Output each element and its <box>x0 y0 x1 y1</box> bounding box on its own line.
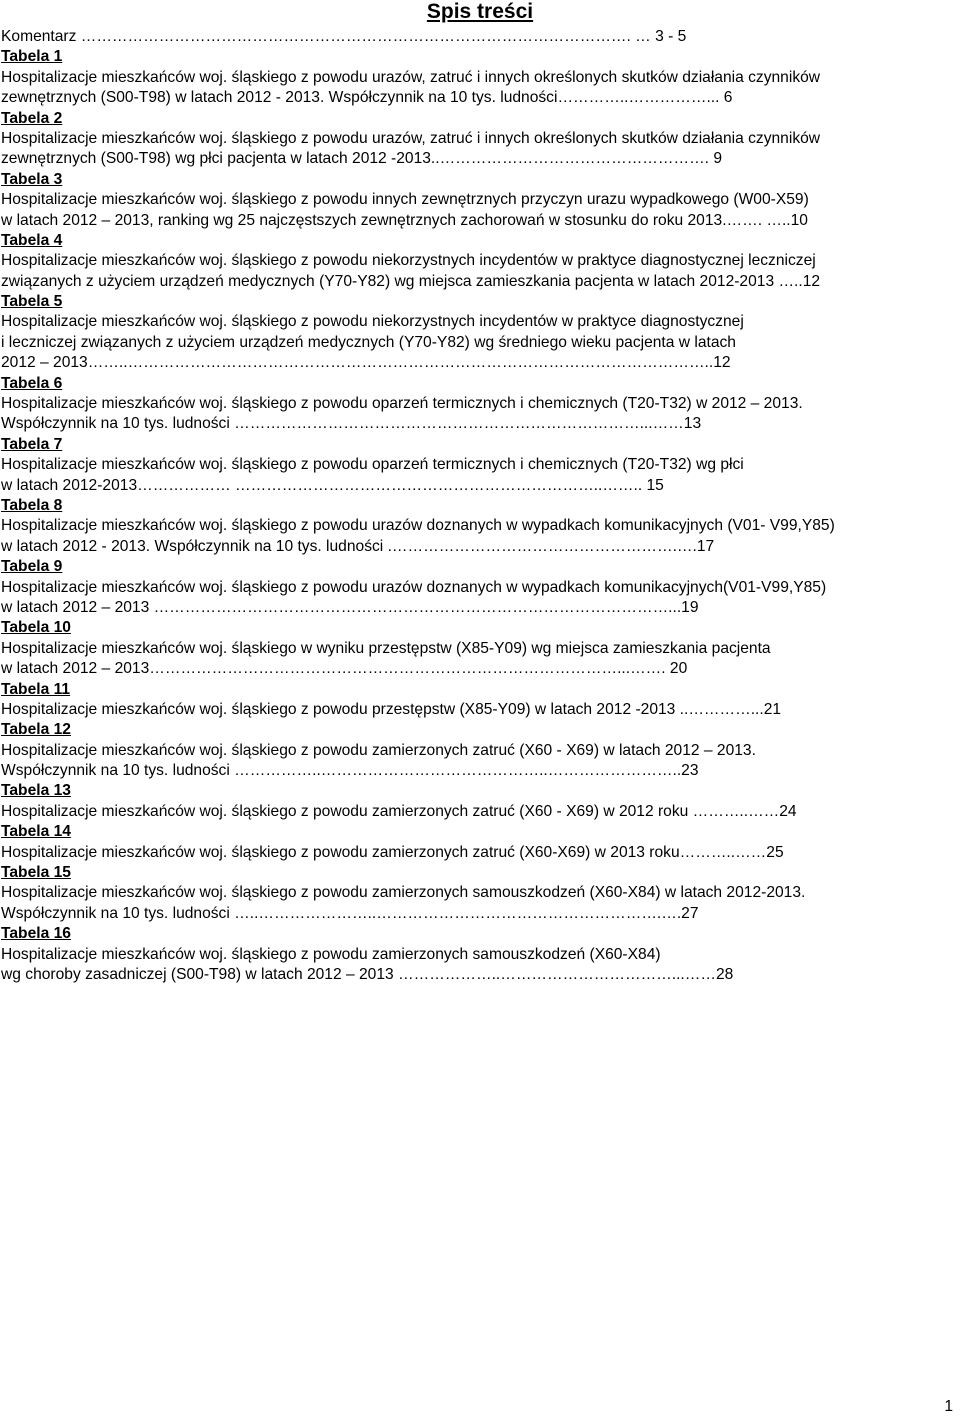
toc-entry-text: Hospitalizacje mieszkańców woj. śląskiego z powodu niekorzystnych incydentów w praktyce diagnostycznej <box>1 313 744 331</box>
toc-entry-text: Hospitalizacje mieszkańców woj. śląskiego z powodu urazów, zatruć i innych określonych skutków działania czynników <box>1 129 821 147</box>
toc-entry-text: Hospitalizacje mieszkańców woj. śląskiego z powodu zamierzonych zatruć (X60 - X69) w latach 2012 – 2013. <box>1 741 756 759</box>
toc-table-label[interactable]: Tabela 3 <box>1 170 63 188</box>
page-title: Spis treści <box>426 0 534 23</box>
toc-table-label[interactable]: Tabela 16 <box>1 925 71 943</box>
toc-entry-text: związanych z użyciem urządzeń medycznych (Y70-Y82) wg miejsca zamieszkania pacjenta w latach 2012-2013 …..12 <box>1 272 821 290</box>
toc-entry-text: Hospitalizacje mieszkańców woj. śląskiego z powodu zamierzonych samouszkodzeń (X60-X84) <box>1 945 661 963</box>
toc-entry-text: Hospitalizacje mieszkańców woj. śląskiego z powodu oparzeń termicznych i chemicznych (T20-T32) w 2012 – 2013. <box>1 395 803 413</box>
toc-entry-text: Hospitalizacje mieszkańców woj. śląskiego z powodu urazów doznanych w wypadkach komunikacyjnych (V01- V99,Y85) <box>1 517 835 535</box>
toc-table-label[interactable]: Tabela 1 <box>1 48 63 66</box>
toc-table-label[interactable]: Tabela 13 <box>1 782 71 800</box>
toc-table-label[interactable]: Tabela 11 <box>1 680 71 698</box>
toc-entry-text: Hospitalizacje mieszkańców woj. śląskiego z powodu zamierzonych zatruć (X60-X69) w 2013 roku………..……25 <box>1 843 784 861</box>
toc-entry-text: Hospitalizacje mieszkańców woj. śląskiego z powodu urazów, zatruć i innych określonych skutków działania czynników <box>1 68 821 86</box>
toc-entry-text: w latach 2012 – 2013………………………………………………………………………………...……. 20 <box>1 660 688 678</box>
toc-table-label[interactable]: Tabela 2 <box>1 109 63 127</box>
toc-entry-text: w latach 2012-2013……………… ……………………………………………………………..…….. 15 <box>1 476 664 494</box>
toc-entry-text: Hospitalizacje mieszkańców woj. śląskiego z powodu innych zewnętrznych przyczyn urazu wypadkowego (W00-X59) <box>1 191 809 209</box>
toc-entry-text: i leczniczej związanych z użyciem urządzeń medycznych (Y70-Y82) wg średniego wieku pacjenta w latach <box>1 333 736 351</box>
toc-entry-text: Komentarz ……………………………………………………………………………………………. … 3 - 5 <box>1 28 687 45</box>
toc-entry-text: Hospitalizacje mieszkańców woj. śląskiego z powodu oparzeń termicznych i chemicznych (T20-T32) wg płci <box>1 456 744 474</box>
toc-table-label[interactable]: Tabela 8 <box>1 496 63 514</box>
toc-entry-text: w latach 2012 - 2013. Współczynnik na 10 tys. ludności .……………………………………………….….17 <box>1 537 715 555</box>
toc-entry-text: Hospitalizacje mieszkańców woj. śląskiego w wyniku przestępstw (X85-Y09) wg miejsca zamieszkania pacjenta <box>1 639 771 657</box>
toc-table-label[interactable]: Tabela 6 <box>1 374 63 392</box>
toc-entry-text: w latach 2012 – 2013 ………………………………………………………………………………………...19 <box>1 598 699 616</box>
toc-entry-text: 2012 – 2013……..…………………………………………………………………………………………………..12 <box>1 354 731 372</box>
toc-entry-text: Współczynnik na 10 tys. ludności ……………………………………………………………………...……13 <box>1 415 702 433</box>
toc-table-label[interactable]: Tabela 14 <box>1 823 71 841</box>
toc-entry-text: Współczynnik na 10 tys. ludności ……………..……………………………………..……………………..23 <box>1 762 699 780</box>
toc-entry-text: Hospitalizacje mieszkańców woj. śląskiego z powodu przestępstw (X85-Y09) w latach 2012 -2013 ..…………...21 <box>1 700 782 718</box>
toc-table-label[interactable]: Tabela 7 <box>1 435 63 453</box>
toc-table-label[interactable]: Tabela 15 <box>1 864 71 882</box>
toc-entry-text: Hospitalizacje mieszkańców woj. śląskiego z powodu zamierzonych zatruć (X60 - X69) w 2012 roku ………..……24 <box>1 802 797 820</box>
toc-entry-text: wg choroby zasadniczej (S00-T98) w latach 2012 – 2013 ………………..……………………………...……28 <box>1 965 734 983</box>
table-of-contents <box>1 27 959 985</box>
toc-entry-text: Współczynnik na 10 tys. ludności …..…………………..……………………………………………….….27 <box>1 904 699 922</box>
toc-entry-text: Hospitalizacje mieszkańców woj. śląskiego z powodu zamierzonych samouszkodzeń (X60-X84) w latach 2012-2013. <box>1 884 806 902</box>
toc-entry-text: zewnętrznych (S00-T98) w latach 2012 - 2013. Współczynnik na 10 tys. ludności…………..……………... 6 <box>1 89 733 107</box>
toc-entry-text: zewnętrznych (S00-T98) wg płci pacjenta w latach 2012 -2013..……………………………………………. 9 <box>1 150 723 168</box>
toc-table-label[interactable]: Tabela 5 <box>1 293 63 311</box>
toc-table-label[interactable]: Tabela 9 <box>1 558 63 576</box>
toc-table-label[interactable]: Tabela 12 <box>1 721 71 739</box>
toc-entry-text: w latach 2012 – 2013, ranking wg 25 najczęstszych zewnętrznych zachorowań w stosunku do roku 2013.……. …..10 <box>1 211 808 229</box>
toc-table-label[interactable]: Tabela 4 <box>1 231 63 249</box>
toc-table-label[interactable]: Tabela 10 <box>1 619 71 637</box>
page-number: 1 <box>944 1398 953 1415</box>
toc-entry-text: Hospitalizacje mieszkańców woj. śląskiego z powodu urazów doznanych w wypadkach komunikacyjnych(V01-V99,Y85) <box>1 578 827 596</box>
toc-entry-text: Hospitalizacje mieszkańców woj. śląskiego z powodu niekorzystnych incydentów w praktyce diagnostycznej leczniczej <box>1 252 816 270</box>
